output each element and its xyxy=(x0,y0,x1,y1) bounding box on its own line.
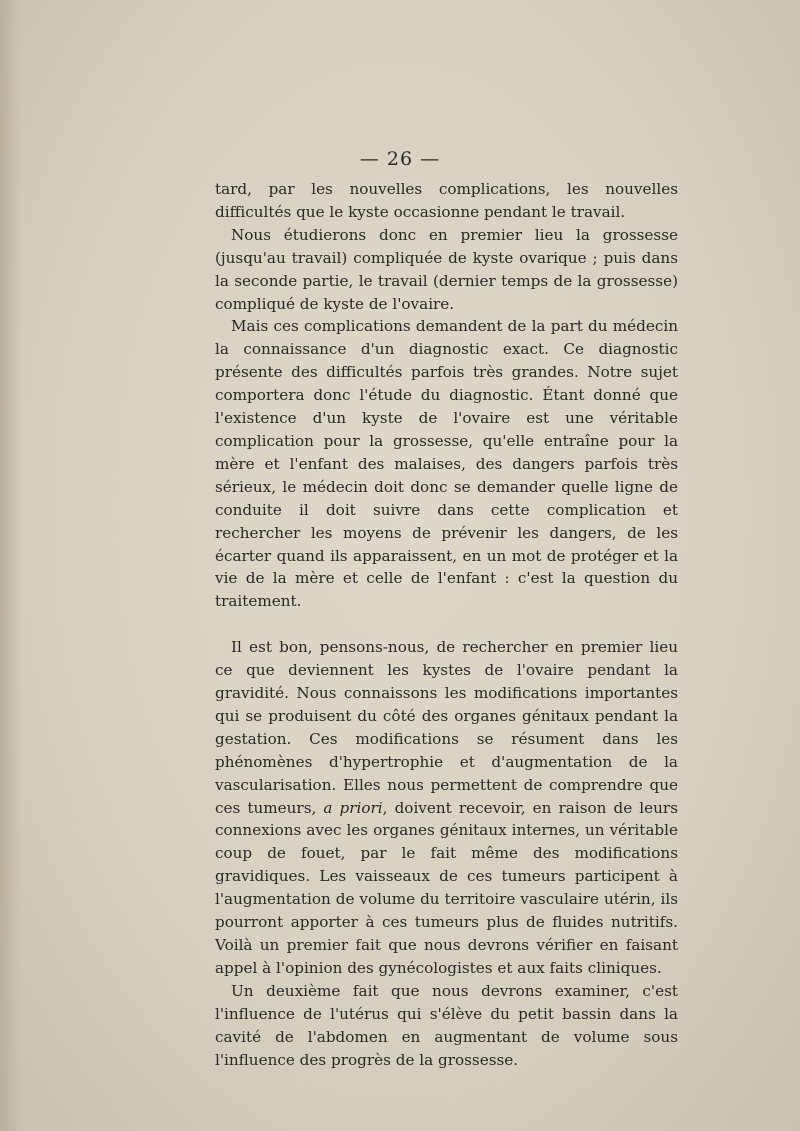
paragraph-gravidity xyxy=(215,636,678,980)
paragraph-continuation: tard, par les nouvelles complications, les nouvelles difficultés que le kyste occasionne pendant le travail. xyxy=(215,180,678,221)
paragraph-plan: Nous étudierons donc en premier lieu la grossesse (jusqu'au travail) compliquée de kyste ovarique ; puis dans la seconde partie, le travail (dernier temps de la grossesse) compliqué de kyste de l'ovaire. xyxy=(215,225,678,313)
paragraph-uterus: Un deuxième fait que nous devrons examiner, c'est l'influence de l'utérus qui s'élève du petit bassin dans la cavité de l'abdomen en augmentant de volume sous l'influence des progrès de la grossesse. xyxy=(215,981,678,1069)
paragraph-gravidity-part1: Il est bon, pensons-nous, de rechercher en premier lieu ce que deviennent les kystes de l'ovaire pendant la gravidité. Nous connaissons les modifications importantes qui se produisent du côté des organes génitaux pendant la gestation. Ces modifications se résument dans les phénomènes d'hypertrophie et d'augmentation de la vascularisation. Elles nous permettent de comprendre que ces tumeurs, xyxy=(215,638,678,817)
paragraph-diagnostic: Mais ces complications demandent de la part du médecin la connaissance d'un diagnostic exact. Ce diagnostic présente des difficultés parfois très grandes. Notre sujet comportera donc l'étude du diagnostic. Étant donné que l'existence d'un kyste de l'ovaire est une véritable complication pour la grossesse, qu'elle entraîne pour la mère et l'enfant des malaises, des dangers parfois très sérieux, le médecin doit donc se demander quelle ligne de conduite il doit suivre dans cette complication et rechercher les moyens de prévenir les dangers, de les écarter quand ils apparaissent, en un mot de protéger et la vie de la mère et celle de l'enfant : c'est la question du traitement. xyxy=(215,317,678,611)
page-body-text xyxy=(215,178,678,1071)
page-number: — 26 — xyxy=(359,148,441,170)
paragraph-gravidity-italic: a priori xyxy=(323,798,383,817)
paragraph-gravidity-part2: , doivent recevoir, en raison de leurs connexions avec les organes génitaux internes, un véritable coup de fouet, par le fait même des modifications gravidiques. Les vaisseaux de ces tumeurs participent à l'augmentation de volume du territoire vasculaire utérin, ils pourront apporter à ces tumeurs plus de fluides nutritifs. Voilà un premier fait que nous devrons vérifier en faisant appel à l'opinion des gynécologistes et aux faits cliniques. xyxy=(215,798,678,977)
